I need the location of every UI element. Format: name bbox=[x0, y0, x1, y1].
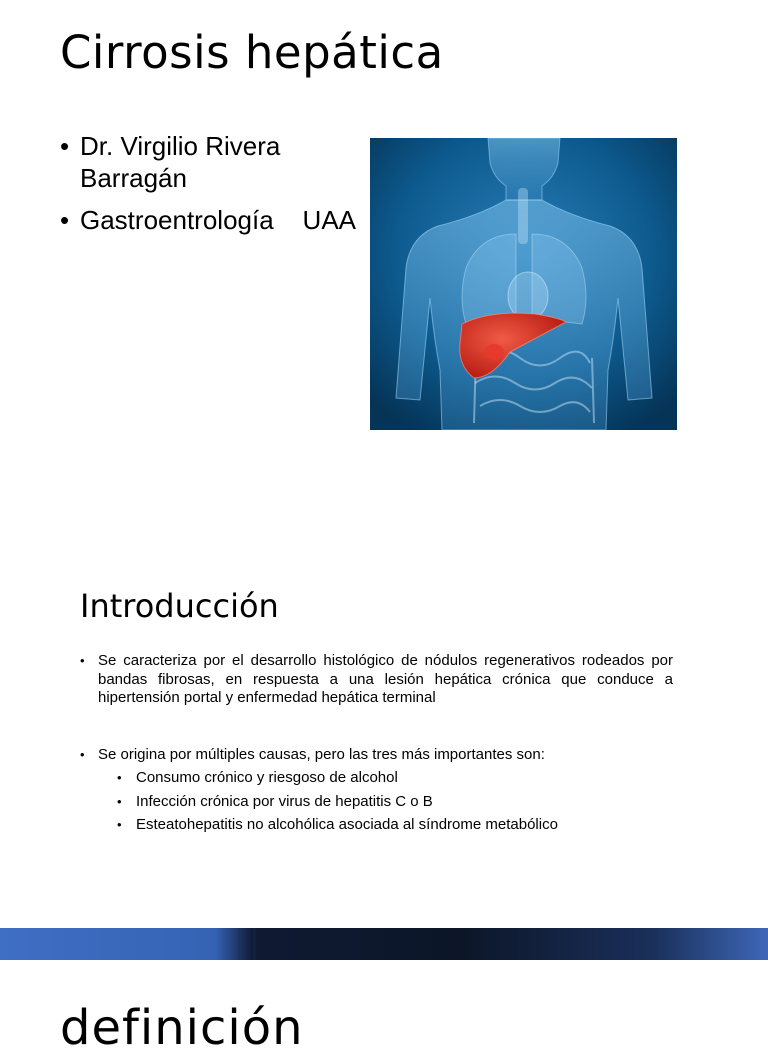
sub-bullet-item: • Infección crónica por virus de hepatitis C o B bbox=[80, 793, 673, 812]
bullet-item: • Se caracteriza por el desarrollo histológico de nódulos regenerativos rodeados por bandas fibrosas, en respuesta a una lesión hepática crónica que conduce a hipertensión portal y enfermedad hepática terminal bbox=[80, 652, 673, 708]
section-title: Introducción bbox=[80, 587, 279, 625]
bullet-item: • Se origina por múltiples causas, pero las tres más importantes son: bbox=[80, 746, 673, 765]
sub-bullet-item: • Esteatohepatitis no alcohólica asociada al síndrome metabólico bbox=[80, 816, 673, 835]
intro-body bbox=[80, 652, 673, 835]
department: • Gastroentrología UAA bbox=[60, 204, 365, 236]
slide-title: Cirrosis hepática bbox=[60, 26, 444, 79]
liver-anatomy-image bbox=[370, 138, 677, 430]
sub-bullet-item: • Consumo crónico y riesgoso de alcohol bbox=[80, 769, 673, 788]
next-slide-title: definición bbox=[60, 1000, 304, 1056]
author-name: • Dr. Virgilio Rivera Barragán bbox=[60, 130, 365, 194]
author-list bbox=[60, 130, 365, 246]
band-separator bbox=[253, 928, 256, 960]
anatomy-liver-icon bbox=[370, 138, 677, 430]
slide-divider-band bbox=[0, 928, 768, 960]
